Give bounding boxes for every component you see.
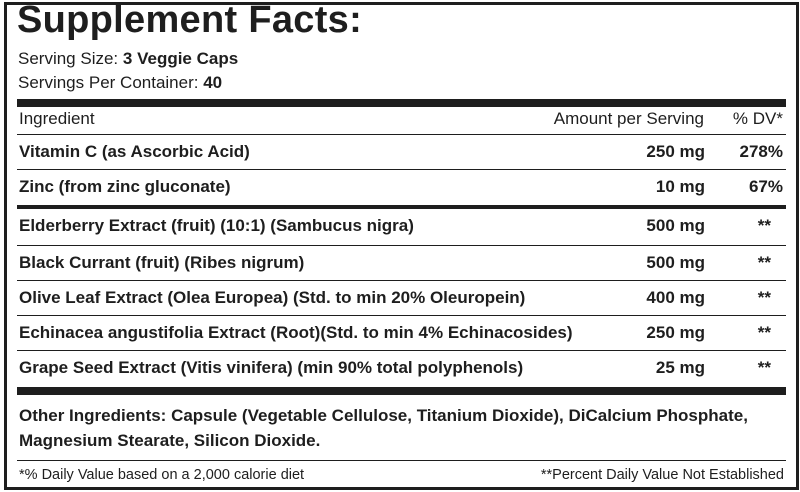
column-header-dv: % DV* [732,109,783,128]
column-header-amount: Amount per Serving [553,109,704,128]
ingredient-row [17,170,786,204]
ingredient-dv: 67% [748,177,783,196]
ingredient-dv: ** [757,216,771,235]
ingredient-name: Olive Leaf Extract (Olea Europea) (Std. to min 20% Oleuropein) [19,288,526,307]
servings-per-container-value: 40 [203,73,223,92]
ingredient-name: Zinc (from zinc gluconate) [19,177,231,196]
ingredient-dv: ** [757,323,771,342]
ingredient-name: Grape Seed Extract (Vitis vinifera) (min 90% total polyphenols) [19,358,524,377]
ingredient-amount: 250 mg [646,142,705,161]
other-ingredients: Other Ingredients: Capsule (Vegetable Cellulose, Titanium Dioxide), DiCalcium Phosphate, Magnesium Stearate, Silicon Dioxide. [19,406,748,450]
ingredient-name: Elderberry Extract (fruit) (10:1) (Sambucus nigra) [19,216,414,235]
column-header-ingredient: Ingredient [19,109,95,128]
ingredient-row [17,281,786,315]
serving-size-label: Serving Size: [18,49,119,68]
serving-size [18,49,238,69]
ingredient-amount: 400 mg [646,288,705,307]
supplement-facts-panel [4,2,799,490]
ingredient-dv: ** [757,288,771,307]
footnote-not-established: **Percent Daily Value Not Established [540,467,784,483]
ingredient-amount: 25 mg [655,358,705,377]
ingredient-row [17,316,786,350]
ingredient-dv: 278% [739,142,783,161]
ingredient-amount: 500 mg [646,216,705,235]
footnote-daily-value: *% Daily Value based on a 2,000 calorie diet [19,467,305,483]
ingredient-row [17,351,786,385]
ingredient-amount: 10 mg [655,177,705,196]
ingredient-amount: 250 mg [646,323,705,342]
thick-divider-top [17,99,786,107]
footnote-divider [17,460,786,461]
ingredient-dv: ** [757,358,771,377]
servings-per-container [18,73,222,93]
ingredient-row [17,135,786,169]
ingredient-name: Echinacea angustifolia Extract (Root)(Std. to min 4% Echinacosides) [19,323,573,342]
ingredient-dv: ** [757,253,771,272]
ingredient-name: Vitamin C (as Ascorbic Acid) [19,142,250,161]
ingredient-name: Black Currant (fruit) (Ribes nigrum) [19,253,305,272]
servings-per-container-label: Servings Per Container: [18,73,199,92]
ingredient-amount: 500 mg [646,253,705,272]
ingredient-row [17,209,786,243]
serving-size-value: 3 Veggie Caps [122,49,239,68]
thick-divider-bottom [17,387,786,395]
ingredient-row [17,246,786,280]
panel-title: Supplement Facts: [17,0,363,41]
